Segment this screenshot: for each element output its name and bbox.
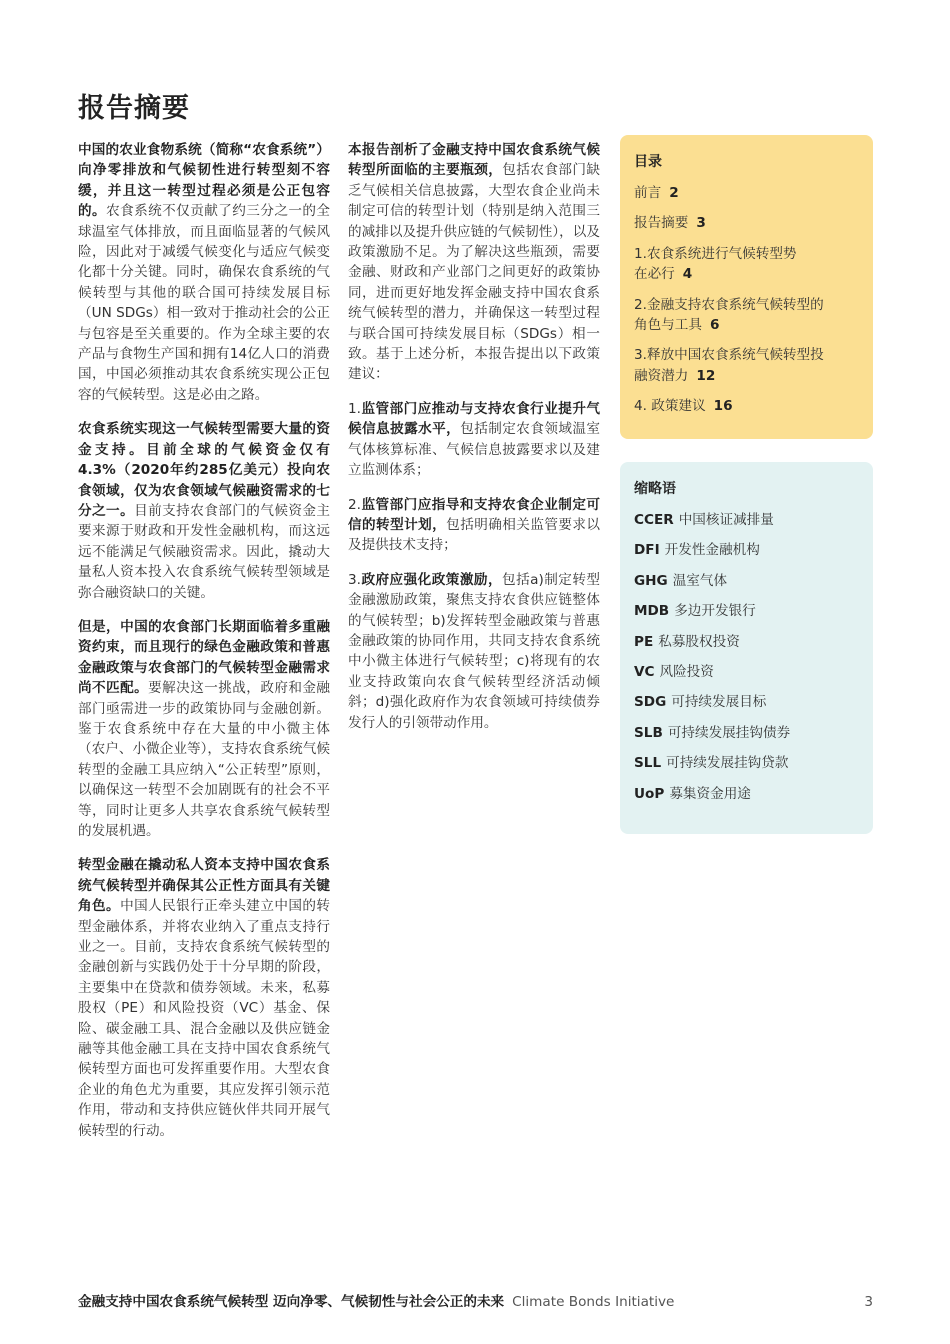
- paragraph-2: [78, 419, 330, 603]
- abbreviation-code: MDB: [634, 603, 670, 620]
- abbreviation-code: VC: [634, 664, 655, 681]
- toc-item-label: 报告摘要: [634, 215, 689, 232]
- abbreviation-description: 可持续发展挂钩债券: [667, 724, 791, 741]
- toc-item[interactable]: [634, 295, 834, 336]
- abbreviation-description: 募集资金用途: [669, 785, 751, 802]
- abbreviation-item: [634, 784, 859, 804]
- abbreviation-code: SLL: [634, 755, 662, 772]
- paragraph-3-lead: 但是，中国的农食部门长期面临着多重融资约束，而且现行的绿色金融政策和普惠金融政策与农食部门的气候转型金融需求尚不匹配。: [78, 618, 330, 697]
- paragraph-1-lead: 中国的农业食物系统（简称“农食系统”）向净零排放和气候韧性进行转型刻不容缓，并且这一转型过程必须是公正包容的。: [78, 142, 330, 220]
- summary-column-left: [78, 140, 330, 1155]
- recommendation-2: [348, 495, 600, 556]
- abbreviation-item: [634, 540, 859, 560]
- toc-item-label: 3.释放中国农食系统气候转型投融资潜力: [634, 347, 824, 384]
- toc-item[interactable]: [634, 345, 834, 386]
- footer-report-title: 金融支持中国农食系统气候转型 迈向净零、气候韧性与社会公正的未来: [78, 1294, 505, 1310]
- abbreviation-item: [634, 601, 859, 621]
- abbreviation-item: [634, 723, 859, 743]
- abbreviation-description: 多边开发银行: [674, 603, 756, 620]
- abbreviation-code: DFI: [634, 542, 660, 559]
- footer-organization: Climate Bonds Initiative: [512, 1294, 675, 1310]
- toc-item[interactable]: [634, 244, 804, 285]
- paragraph-3: [78, 617, 330, 841]
- toc-item-page: 2: [669, 185, 679, 201]
- abbreviation-description: 温室气体: [672, 572, 728, 589]
- paragraph-1-body: 农食系统不仅贡献了约三分之一的全球温室气体排放，而且面临显著的气候风险，因此对于减缓气候变化与适应气候变化都十分关键。同时，确保农食系统的气候转型与其他的联合国可持续发展目标（UN SDGs）相一致对于推动社会的公正与包容是至关重要的。作为全球主要的农产品与食物生产国和拥有14亿人口的消费国，中国必须推动其农食系统实现公正包容的气候转型。这是必由之路。: [78, 203, 331, 403]
- toc-item-page: 6: [709, 317, 720, 334]
- toc-item[interactable]: [634, 213, 859, 233]
- summary-column-middle: [348, 140, 600, 747]
- table-of-contents: [620, 135, 873, 439]
- abbreviation-item: [634, 510, 859, 530]
- abbreviation-code: PE: [634, 633, 654, 650]
- paragraph-2-body: 目前支持农食部门的气候资金主要来源于财政和开发性金融机构，而这远远不能满足气候融资需求。因此，撬动大量私人资本投入农食系统气候转型领域是弥合融资缺口的关键。: [78, 502, 331, 601]
- abbreviations-title: 缩略语: [634, 481, 676, 497]
- page-title: 报告摘要: [78, 93, 190, 124]
- abbreviation-description: 私募股权投资: [658, 633, 740, 650]
- abbreviation-description: 风险投资: [659, 664, 714, 681]
- recommendation-1-lead: 监管部门应推动与支持农食行业提升气候信息披露水平，: [348, 400, 600, 438]
- recommendation-3-body: 包括a)制定转型金融激励政策，聚焦支持农食供应链整体的气候转型；b)发挥转型金融政策与普惠金融政策的协同作用，共同支持农食系统中小微主体进行气候转型；c)将现有的农业支持政策向农食气候转型经济活动倾斜；d)强化政府作为农食领域可持续债券发行人的引领带动作用。: [348, 571, 601, 731]
- recommendation-1-body: 包括制定农食领域温室气体核算标准、气候信息披露要求以及建立监测体系；: [348, 421, 601, 479]
- toc-item-label: 1.农食系统进行气候转型势在必行: [634, 245, 797, 283]
- recommendation-3-lead: 政府应强化政策激励，: [360, 571, 503, 588]
- toc-item-label: 2.金融支持农食系统气候转型的角色与工具: [634, 296, 824, 334]
- paragraph-4-lead: 转型金融在撬动私人资本支持中国农食系统气候转型并确保其公正性方面具有关键角色。: [78, 857, 330, 915]
- recommendation-2-body: 包括明确相关监管要求以及提供技术支持；: [348, 516, 601, 554]
- toc-item-label: 4. 政策建议: [634, 398, 706, 415]
- abbreviation-code: CCER: [634, 512, 674, 528]
- toc-item-page: 12: [696, 367, 716, 384]
- abbreviation-item: [634, 662, 859, 682]
- recommendation-1: [348, 399, 600, 481]
- toc-item-page: 3: [696, 215, 706, 232]
- abbreviation-description: 可持续发展挂钩贷款: [666, 755, 789, 772]
- abbreviation-description: 中国核证减排量: [678, 512, 774, 528]
- recommendation-3: [348, 570, 600, 733]
- recommendation-3-number: 3.: [348, 571, 361, 588]
- toc-item-page: 16: [713, 398, 733, 415]
- recommendation-2-lead: 监管部门应指导和支持农食企业制定可信的转型计划，: [348, 496, 600, 533]
- abbreviations-box: [620, 462, 873, 834]
- abbreviation-description: 开发性金融机构: [664, 542, 760, 559]
- abbreviation-item: [634, 692, 859, 712]
- paragraph-4: [78, 855, 330, 1141]
- toc-item[interactable]: [634, 183, 859, 203]
- paragraph-5: [348, 140, 600, 385]
- paragraph-1: [78, 140, 330, 405]
- paragraph-4-body: 中国人民银行正牵头建立中国的转型金融体系，并将农业纳入了重点支持行业之一。目前，支持农食系统气候转型的金融创新与实践仍处于十分早期的阶段，主要集中在贷款和债券领域。未来，私募股权（PE）和风险投资（VC）基金、保险、碳金融工具、混合金融以及供应链金融等其他金融工具在支持中国农食系统气候转型方面也可发挥重要作用。大型农食企业的角色尤为重要，其应发挥引领示范作用，带动和支持供应链伙伴共同开展气候转型的行动。: [78, 898, 331, 1139]
- abbreviation-item: [634, 753, 859, 773]
- page-footer: [78, 1292, 873, 1312]
- paragraph-5-lead: 本报告剖析了金融支持中国农食系统气候转型所面临的主要瓶颈，: [348, 142, 600, 179]
- toc-item-page: 4: [682, 266, 693, 283]
- paragraph-3-body: 要解决这一挑战，政府和金融部门亟需进一步的政策协同与金融创新。鉴于农食系统中存在大量的中小微主体（农户、小微企业等），支持农食系统气候转型的金融工具应纳入“公正转型”原则，以确保这一转型不会加剧既有的社会不平等，同时让更多人共享农食系统气候转型的发展机遇。: [78, 680, 331, 839]
- toc-title: 目录: [634, 154, 662, 170]
- abbreviation-code: UoP: [634, 785, 665, 802]
- abbreviation-code: SLB: [634, 724, 663, 741]
- abbreviation-code: GHG: [634, 572, 668, 589]
- paragraph-5-body: 包括农食部门缺乏气候相关信息披露，大型农食企业尚未制定可信的转型计划（特别是纳入范围三的减排以及提升供应链的气候韧性），以及政策激励不足。为了解决这些瓶颈，需要金融、财政和产业部门之间更好的政策协同，进而更好地发挥金融支持中国农食系统气候转型的潜力，并确保这一转型过程与联合国可持续发展目标（SDGs）相一致。基于上述分析，本报告提出以下政策建议：: [348, 162, 601, 383]
- abbreviation-description: 可持续发展目标: [671, 694, 767, 711]
- recommendation-1-number: 1.: [348, 400, 361, 417]
- abbreviation-item: [634, 571, 859, 591]
- abbreviation-code: SDG: [634, 694, 667, 711]
- toc-item[interactable]: [634, 396, 859, 416]
- toc-item-label: 前言: [634, 185, 662, 201]
- abbreviation-item: [634, 632, 859, 652]
- recommendation-2-number: 2.: [348, 496, 361, 513]
- page-number: 3: [864, 1294, 873, 1310]
- paragraph-2-lead: 农食系统实现这一气候转型需要大量的资金支持。目前全球的气候资金仅有4.3%（2020年约285亿美元）投向农食领域，仅为农食领域气候融资需求的七分之一。: [78, 421, 330, 519]
